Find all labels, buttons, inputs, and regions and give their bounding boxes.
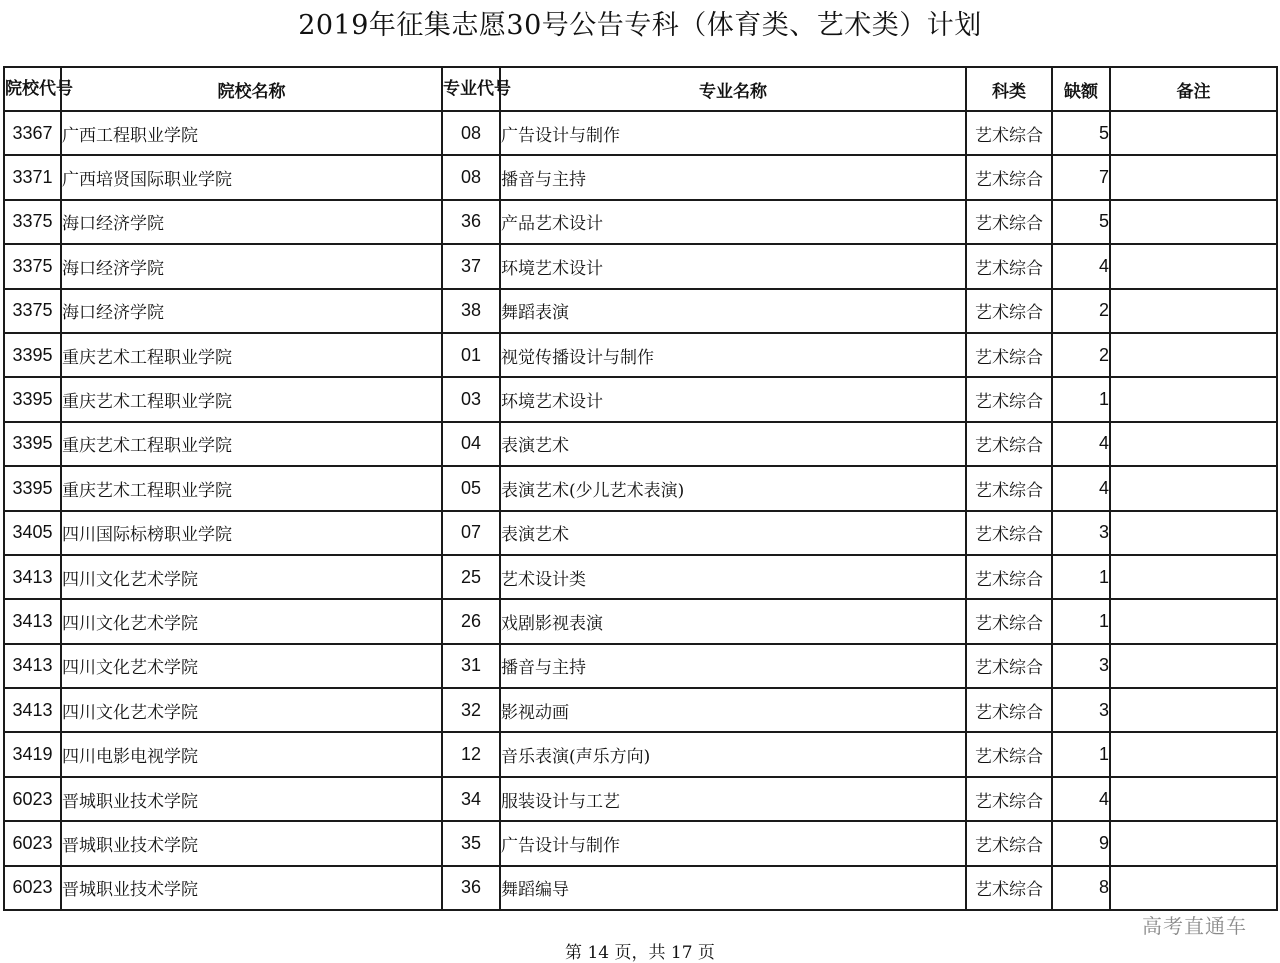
header-school-name: 院校名称 bbox=[61, 67, 442, 111]
cell-note bbox=[1110, 333, 1277, 377]
cell-school-name: 晋城职业技术学院 bbox=[61, 821, 442, 865]
cell-note bbox=[1110, 466, 1277, 510]
header-school-code: 院校代号 bbox=[4, 67, 61, 111]
header-category: 科类 bbox=[966, 67, 1052, 111]
cell-major-code: 37 bbox=[442, 244, 500, 288]
table-row bbox=[4, 377, 1277, 421]
cell-note bbox=[1110, 155, 1277, 199]
page-footer: 第 14 页，共 17 页 bbox=[565, 943, 715, 963]
table-row bbox=[4, 688, 1277, 732]
cell-major-code: 25 bbox=[442, 555, 500, 599]
table-row bbox=[4, 111, 1277, 155]
cell-major-code: 32 bbox=[442, 688, 500, 732]
cell-school-name: 晋城职业技术学院 bbox=[61, 866, 442, 910]
cell-quota: 7 bbox=[1052, 155, 1110, 199]
cell-category: 艺术综合 bbox=[966, 511, 1052, 555]
table-row bbox=[4, 422, 1277, 466]
cell-major-name: 环境艺术设计 bbox=[500, 377, 966, 421]
cell-major-name: 产品艺术设计 bbox=[500, 200, 966, 244]
enrollment-plan-table bbox=[3, 66, 1278, 911]
cell-note bbox=[1110, 244, 1277, 288]
cell-category: 艺术综合 bbox=[966, 422, 1052, 466]
cell-school-name: 四川文化艺术学院 bbox=[61, 644, 442, 688]
table-row bbox=[4, 555, 1277, 599]
cell-note bbox=[1110, 732, 1277, 776]
cell-major-name: 音乐表演(声乐方向) bbox=[500, 732, 966, 776]
cell-quota: 9 bbox=[1052, 821, 1110, 865]
cell-school-code: 6023 bbox=[4, 777, 61, 821]
cell-major-name: 戏剧影视表演 bbox=[500, 599, 966, 643]
cell-school-code: 6023 bbox=[4, 866, 61, 910]
cell-major-code: 01 bbox=[442, 333, 500, 377]
cell-major-name: 艺术设计类 bbox=[500, 555, 966, 599]
cell-school-name: 海口经济学院 bbox=[61, 244, 442, 288]
cell-major-code: 38 bbox=[442, 289, 500, 333]
cell-category: 艺术综合 bbox=[966, 155, 1052, 199]
cell-school-name: 重庆艺术工程职业学院 bbox=[61, 422, 442, 466]
cell-school-name: 四川电影电视学院 bbox=[61, 732, 442, 776]
cell-note bbox=[1110, 777, 1277, 821]
cell-quota: 3 bbox=[1052, 688, 1110, 732]
cell-school-name: 四川文化艺术学院 bbox=[61, 599, 442, 643]
cell-major-name: 影视动画 bbox=[500, 688, 966, 732]
cell-major-name: 舞蹈编导 bbox=[500, 866, 966, 910]
cell-school-name: 海口经济学院 bbox=[61, 289, 442, 333]
cell-quota: 4 bbox=[1052, 244, 1110, 288]
cell-school-name: 晋城职业技术学院 bbox=[61, 777, 442, 821]
cell-school-name: 重庆艺术工程职业学院 bbox=[61, 377, 442, 421]
cell-school-code: 3413 bbox=[4, 644, 61, 688]
cell-major-code: 05 bbox=[442, 466, 500, 510]
cell-major-code: 26 bbox=[442, 599, 500, 643]
cell-major-name: 播音与主持 bbox=[500, 644, 966, 688]
table-row bbox=[4, 244, 1277, 288]
header-major-name: 专业名称 bbox=[500, 67, 966, 111]
cell-note bbox=[1110, 377, 1277, 421]
cell-quota: 2 bbox=[1052, 289, 1110, 333]
cell-quota: 3 bbox=[1052, 644, 1110, 688]
cell-school-name: 重庆艺术工程职业学院 bbox=[61, 466, 442, 510]
cell-quota: 1 bbox=[1052, 599, 1110, 643]
cell-category: 艺术综合 bbox=[966, 244, 1052, 288]
cell-school-code: 3395 bbox=[4, 422, 61, 466]
cell-school-name: 四川国际标榜职业学院 bbox=[61, 511, 442, 555]
cell-category: 艺术综合 bbox=[966, 289, 1052, 333]
cell-major-name: 表演艺术 bbox=[500, 422, 966, 466]
cell-major-code: 36 bbox=[442, 866, 500, 910]
cell-school-name: 四川文化艺术学院 bbox=[61, 555, 442, 599]
cell-category: 艺术综合 bbox=[966, 333, 1052, 377]
cell-school-code: 3413 bbox=[4, 599, 61, 643]
cell-category: 艺术综合 bbox=[966, 866, 1052, 910]
cell-category: 艺术综合 bbox=[966, 466, 1052, 510]
table-row bbox=[4, 644, 1277, 688]
cell-category: 艺术综合 bbox=[966, 111, 1052, 155]
cell-school-code: 3405 bbox=[4, 511, 61, 555]
cell-school-code: 6023 bbox=[4, 821, 61, 865]
cell-major-name: 环境艺术设计 bbox=[500, 244, 966, 288]
cell-note bbox=[1110, 821, 1277, 865]
cell-major-code: 07 bbox=[442, 511, 500, 555]
cell-school-code: 3367 bbox=[4, 111, 61, 155]
cell-school-code: 3395 bbox=[4, 466, 61, 510]
cell-quota: 2 bbox=[1052, 333, 1110, 377]
cell-major-name: 视觉传播设计与制作 bbox=[500, 333, 966, 377]
cell-major-code: 34 bbox=[442, 777, 500, 821]
cell-quota: 8 bbox=[1052, 866, 1110, 910]
cell-school-code: 3395 bbox=[4, 377, 61, 421]
cell-note bbox=[1110, 644, 1277, 688]
cell-quota: 3 bbox=[1052, 511, 1110, 555]
cell-major-code: 08 bbox=[442, 155, 500, 199]
table-header-row bbox=[4, 67, 1277, 111]
table-row bbox=[4, 732, 1277, 776]
cell-major-name: 表演艺术(少儿艺术表演) bbox=[500, 466, 966, 510]
cell-major-name: 广告设计与制作 bbox=[500, 111, 966, 155]
cell-quota: 1 bbox=[1052, 732, 1110, 776]
cell-note bbox=[1110, 422, 1277, 466]
cell-category: 艺术综合 bbox=[966, 688, 1052, 732]
table-row bbox=[4, 599, 1277, 643]
cell-note bbox=[1110, 289, 1277, 333]
header-quota: 缺额 bbox=[1052, 67, 1110, 111]
cell-school-name: 广西工程职业学院 bbox=[61, 111, 442, 155]
cell-category: 艺术综合 bbox=[966, 777, 1052, 821]
cell-note bbox=[1110, 688, 1277, 732]
cell-quota: 1 bbox=[1052, 377, 1110, 421]
cell-category: 艺术综合 bbox=[966, 555, 1052, 599]
cell-major-code: 12 bbox=[442, 732, 500, 776]
cell-school-code: 3413 bbox=[4, 555, 61, 599]
table-body bbox=[4, 111, 1277, 910]
cell-school-name: 四川文化艺术学院 bbox=[61, 688, 442, 732]
table-row bbox=[4, 200, 1277, 244]
page-title: 2019年征集志愿30号公告专科（体育类、艺术类）计划 bbox=[298, 10, 982, 41]
cell-category: 艺术综合 bbox=[966, 200, 1052, 244]
watermark-text: 高考直通车 bbox=[1142, 914, 1247, 938]
table-row bbox=[4, 777, 1277, 821]
cell-category: 艺术综合 bbox=[966, 732, 1052, 776]
cell-note bbox=[1110, 111, 1277, 155]
table-row bbox=[4, 821, 1277, 865]
cell-note bbox=[1110, 866, 1277, 910]
cell-major-code: 31 bbox=[442, 644, 500, 688]
cell-major-name: 表演艺术 bbox=[500, 511, 966, 555]
cell-note bbox=[1110, 555, 1277, 599]
cell-quota: 1 bbox=[1052, 555, 1110, 599]
cell-school-name: 海口经济学院 bbox=[61, 200, 442, 244]
cell-quota: 4 bbox=[1052, 466, 1110, 510]
table-row bbox=[4, 289, 1277, 333]
cell-school-name: 重庆艺术工程职业学院 bbox=[61, 333, 442, 377]
cell-major-code: 35 bbox=[442, 821, 500, 865]
cell-category: 艺术综合 bbox=[966, 599, 1052, 643]
cell-quota: 5 bbox=[1052, 200, 1110, 244]
cell-school-code: 3395 bbox=[4, 333, 61, 377]
table-row bbox=[4, 866, 1277, 910]
cell-quota: 4 bbox=[1052, 422, 1110, 466]
cell-school-code: 3375 bbox=[4, 244, 61, 288]
cell-major-name: 播音与主持 bbox=[500, 155, 966, 199]
cell-school-code: 3419 bbox=[4, 732, 61, 776]
cell-category: 艺术综合 bbox=[966, 377, 1052, 421]
cell-category: 艺术综合 bbox=[966, 644, 1052, 688]
cell-note bbox=[1110, 511, 1277, 555]
cell-major-name: 服装设计与工艺 bbox=[500, 777, 966, 821]
cell-major-code: 08 bbox=[442, 111, 500, 155]
cell-school-code: 3375 bbox=[4, 200, 61, 244]
cell-major-name: 舞蹈表演 bbox=[500, 289, 966, 333]
cell-note bbox=[1110, 200, 1277, 244]
header-note: 备注 bbox=[1110, 67, 1277, 111]
cell-major-code: 03 bbox=[442, 377, 500, 421]
cell-category: 艺术综合 bbox=[966, 821, 1052, 865]
cell-major-code: 36 bbox=[442, 200, 500, 244]
table-row bbox=[4, 466, 1277, 510]
table-row bbox=[4, 511, 1277, 555]
cell-school-code: 3371 bbox=[4, 155, 61, 199]
table-row bbox=[4, 155, 1277, 199]
cell-school-name: 广西培贤国际职业学院 bbox=[61, 155, 442, 199]
table-row bbox=[4, 333, 1277, 377]
cell-note bbox=[1110, 599, 1277, 643]
cell-school-code: 3413 bbox=[4, 688, 61, 732]
header-major-code: 专业代号 bbox=[442, 67, 500, 111]
cell-school-code: 3375 bbox=[4, 289, 61, 333]
cell-major-name: 广告设计与制作 bbox=[500, 821, 966, 865]
cell-quota: 4 bbox=[1052, 777, 1110, 821]
cell-quota: 5 bbox=[1052, 111, 1110, 155]
cell-major-code: 04 bbox=[442, 422, 500, 466]
